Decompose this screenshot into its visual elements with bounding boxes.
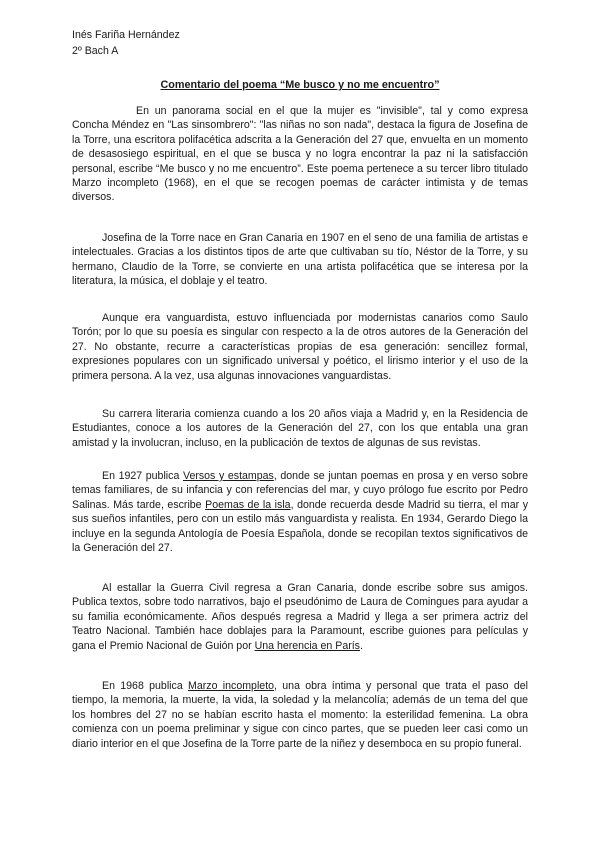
author-name: Inés Fariña Hernández (72, 29, 180, 41)
paragraph-biography: Josefina de la Torre nace en Gran Canaria en 1907 en el seno de una familia de artistas e intelectuales. Gracias a los distintos tipos de arte que cultivaban su tío, Néstor de la Torre, y su hermano, Claudio de la Torre, se convierte en una artista polifacética que se interesa por la literatura, la música, el doblaje y el teatro. (72, 232, 528, 288)
header (72, 28, 180, 60)
text-span: Al estallar la Guerra Civil regresa a Gran Canaria, donde escribe sobre sus amigos. Publica textos, sobre todo narrativos, bajo el pseudónimo de Laura de Comingues para ayudar a su familia económicamente. Años después regresa a Madrid y llega a ser primera actriz del Teatro Nacional. También hace doblajes para la Paramount, escribe guiones para películas y gana el Premio Nacional de Guión por (72, 582, 528, 652)
text-span: En 1968 publica (102, 680, 189, 692)
paragraph-marzo (72, 679, 528, 751)
text-span: . (359, 639, 363, 652)
work-title-poemas: Poemas de la isla (205, 498, 291, 511)
work-title-marzo: Marzo incompleto (188, 680, 275, 692)
text-span: , donde se juntan poemas en prosa y en verso sobre temas familiares, de su infancia y con referencias del mar, y cuyo prólogo fue escrito por Pedro Salinas. Más tarde, escribe (72, 470, 528, 511)
page-title: Comentario del poema “Me busco y no me encuentro” (160, 79, 440, 91)
paragraph-works (72, 469, 528, 555)
text-span: , una obra íntima y personal que trata el paso del tiempo, la memoria, la muerte, la vida, la soledad y la melancolía; además de un tema del que los hombres del 27 no se habían escrito hasta el momento: la esterilidad femenina. La obra comienza con un poema preliminar y sigue con cinco partes, que se pueden leer casi como un diario interior en el que Josefina de la Torre parte de la niñez y desemboca en su propio funeral. (72, 680, 529, 750)
paragraph-influences: Aunque era vanguardista, estuvo influenciada por modernistas canarios como Saulo Torón; por lo que su poesía es singular con respecto a la de otros autores de la Generación del 27. No obstante, recurre a características propias de esa generación: sencillez formal, expresiones populares con un significado universal y poético, el lirismo interior y el uso de la primera persona. A la vez, usa algunas innovaciones vanguardistas. (72, 312, 528, 382)
work-title-herencia: Una herencia en París (254, 639, 360, 652)
paragraph-career: Su carrera literaria comienza cuando a los 20 años viaja a Madrid y, en la Residencia de Estudiantes, conoce a los autores de la Generación del 27, con los que entabla una gran amistad y la involucran, incluso, en la publicación de textos de algunas de sus revistas. (72, 408, 528, 449)
paragraph-intro: En un panorama social en el que la mujer es "invisible", tal y como expresa Concha Méndez en "Las sinsombrero": "las niñas no son nada", destaca la figura de Josefina de la Torre, una escritora polifacética adscrita a la Generación del 27 que, envuelta en un momento de desasosiego espiritual, en el que se busca y no logra encontrar la paz ni la satisfacción personal, escribe “Me busco y no me encuentro”. Este poema pertenece a su tercer libro titulado Marzo incompleto (1968), en el que se recogen poemas de carácter intimista y de temas diversos. (72, 105, 528, 204)
text-span: En 1927 publica (102, 470, 183, 482)
paragraph-civil-war (72, 581, 528, 653)
class-name: 2º Bach A (72, 45, 119, 57)
work-title-versos: Versos y estampas (182, 470, 274, 482)
text-span: , donde recuerda desde Madrid su tierra, el mar y sus sueños infantiles, pero con un estilo más vanguardista y realista. En 1934, Gerardo Diego la incluye en la segunda Antología de Poesía Española, donde se recopilan textos significativos de la Generación del 27. (72, 498, 529, 555)
